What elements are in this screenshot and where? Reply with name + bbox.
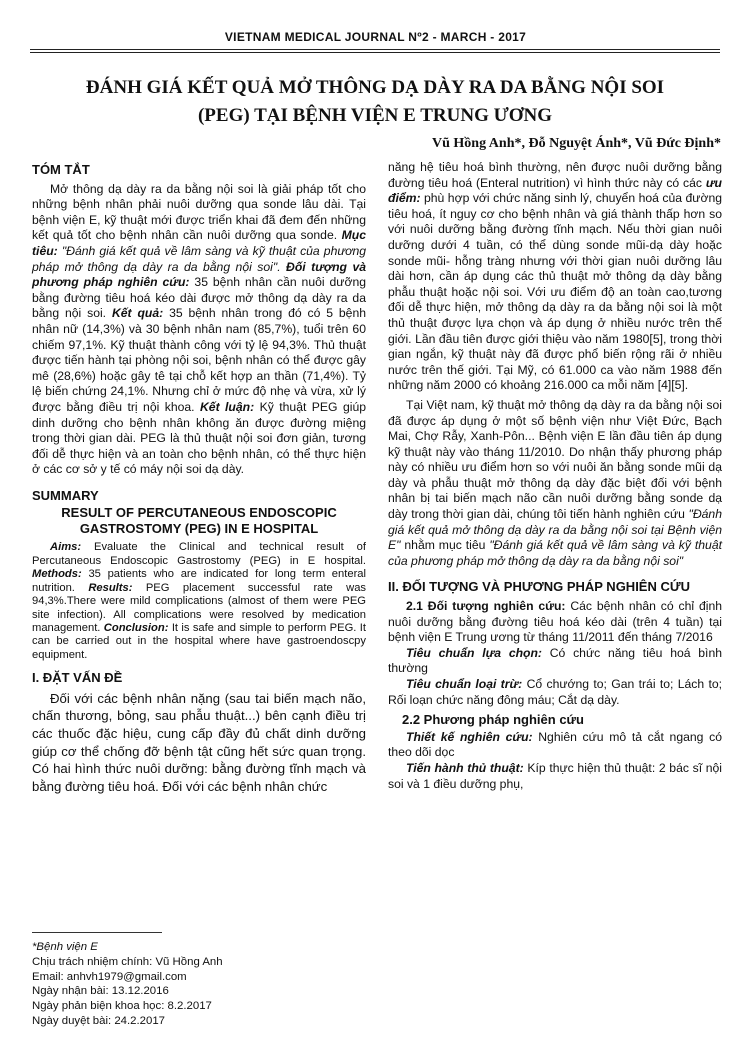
exclusion-text: Cổ chướng to; Gan trái to; Lách to; Rối loạn chức năng đông máu; Cắt dạ dày. [388, 677, 723, 707]
right-column [388, 160, 722, 792]
conclusion-label: Kết luận: [199, 399, 255, 414]
abstract-vi-heading: TÓM TẮT [32, 162, 90, 177]
procedure [388, 761, 722, 792]
procedure-text: Kíp thực hiện thủ thuật: 2 bác sĩ nội soi và 1 điều dưỡng phụ, [388, 760, 723, 791]
results-text: 35 bệnh nhân trong đó có 5 bệnh nhân nữ (14,3%) và 30 bệnh nhân nam (85,7%), tuổi trên 60 chiếm 97,1%. Kỹ thuật thành công với tỷ lệ 94,3%. Thủ thuật được tiến hành tại phòng nội soi, bệnh nhân có thể được gây mê (28,6%) hoặc gây tê tại chỗ kết hợp an thần (71,4%). Tỷ lệ biến chứng 24,1%. Nhưng chỉ ở mức độ nhẹ và vừa, xử lý được bằng điều trị nội khoa. [32, 306, 366, 414]
objective-label: Mục tiêu: [32, 228, 366, 258]
footnote-affiliation: *Bệnh viện E [32, 941, 98, 953]
advantages-label: ưu điểm: [388, 175, 722, 206]
section-1-paragraph-1a: Đối với các bệnh nhân nặng (sau tai biến mạch não, chấn thương, bỏng, sau phẫu thuật...) bên cạnh điều trị các thuốc đặc hiệu, cung cấp đầy đủ chất dinh dưỡng giúp cơ thể chống đỡ bệnh tật cũng hết sức quan trọng. Có hai hình thức nuôi dưỡng: bằng đường tĩnh mạch và bằng đường tiêu hoá. Đối với các bệnh nhân chức [32, 690, 366, 794]
journal-running-head: VIETNAM MEDICAL JOURNAL Nº2 - MARCH - 2017 [224, 30, 527, 44]
summary-title: RESULT OF PERCUTANEOUS ENDOSCOPIC GASTROSTOMY (PEG) IN E HOSPITAL [61, 505, 337, 537]
en-conclusion-text: It is safe and simple to perform PEG. It can be carried out in the hospital where have gastroendoscpy equipment. [32, 621, 367, 661]
summary-text [32, 541, 366, 662]
exclusion-criteria [388, 677, 722, 708]
objective-text: "Đánh giá kết quả về lâm sàng và kỹ thuật của phương pháp mở thông dạ dày ra da bằng nội soi". [32, 243, 366, 274]
subsection-2-2-heading: 2.2 Phương pháp nghiên cứu [402, 712, 584, 728]
footnote-received: Ngày nhận bài: 13.12.2016 [32, 985, 169, 998]
section-1-paragraph-2 [388, 398, 722, 570]
para-2-mid: nhằm mục tiêu [404, 538, 486, 553]
header-rule-bottom [30, 52, 720, 53]
aims-label: Aims: [50, 541, 82, 554]
study-design [388, 730, 722, 761]
inclusion-criteria [388, 646, 722, 677]
section-2-1 [388, 599, 722, 646]
design-label: Thiết kế nghiên cứu: [406, 729, 533, 744]
summary-heading: SUMMARY [32, 487, 99, 503]
footnote-reviewed: Ngày phản biện khoa học: 8.2.2017 [32, 1000, 212, 1013]
en-conclusion-label: Conclusion: [103, 621, 169, 634]
subsection-2-1-label: 2.1 Đối tượng nghiên cứu: [406, 599, 566, 614]
conclusion-text: Kỹ thuật PEG giúp dinh dưỡng cho bệnh nhân không ăn được đường miệng trong thời gian dài. PEG là thủ thuật nội soi đơn giản, tương đối dễ thực hiện và an toàn cho bệnh nhân, có thể thực hiện ở các cơ sở y tế có máy nội soi dạ dày. [32, 399, 367, 477]
subsection-2-1-text: Các bệnh nhân có chỉ định nuôi dưỡng bằng đường tiêu hoá kéo dài (trên 4 tuần) tại bệnh viện E Trung ương từ tháng 11/2011 đến tháng 7/2016 [388, 599, 723, 645]
abstract-intro: Mở thông dạ dày ra da bằng nội soi là giải pháp tốt cho những bệnh nhân phải nuôi dưỡng qua sonde lâu dài. Tại bệnh viện E, kỹ thuật mới được triển khai đã đem đến những kết quả tốt cho bệnh nhân cần nuôi dưỡng qua sonde. [32, 181, 366, 243]
en-results-label: Results: [88, 581, 133, 594]
en-methods-text: 35 patients who are indicated for long term enteral nutrition. [32, 568, 367, 594]
section-1-heading: I. ĐẶT VẤN ĐỀ [32, 670, 123, 686]
para-1b-pre: năng hệ tiêu hoá bình thường, nên được nuôi dưỡng bằng đường tiêu hoá (Enteral nutrition) vì hình thức này có các [388, 160, 722, 190]
title-line-1: ĐÁNH GIÁ KẾT QUẢ MỞ THÔNG DẠ DÀY RA DA BẰNG NỘI SOI [85, 77, 665, 98]
section-2-heading: II. ĐỐI TƯỢNG VÀ PHƯƠNG PHÁP NGHIÊN CỨU [388, 579, 691, 595]
section-1-paragraph-1b [388, 160, 722, 394]
title-line-2: (PEG) TẠI BỆNH VIỆN E TRUNG ƯƠNG [197, 105, 552, 126]
study-title-quote: "Đánh giá kết quả mở thông dạ dày ra da bằng nội soi tại Bệnh viện E" [388, 507, 722, 553]
para-2-pre: Tại Việt nam, kỹ thuật mở thông dạ dày ra da bằng nội soi đã được áp dụng ở một số bệnh viện như Việt Đức, Bạch Mai, Chợ Rẫy, Xanh-Pôn... Bệnh viện E lần đầu tiên áp dụng kỹ thuật này vào tháng 11/2010. Do nhận thấy phương pháp này có nhiều ưu điểm hơn so với nuôi ăn bằng sonde mũi dạ dày và phẫu thuật mở thông dạ dày đặc biệt đối với bệnh nhân bị tai biến mạch não cần nuôi dưỡng bằng sonde dạ dày trong thời gian dài, chúng tôi tiến hành nghiên cứu [388, 397, 722, 522]
study-aim-quote: "Đánh giá kết quả về lâm sàng và kỹ thuật của phương pháp mở thông dạ dày ra da bằng nội soi" [388, 538, 722, 568]
en-results-text: PEG placement successful rate was 94,3%.There were mild complications (almost of them were PEG site infection). All complications were resolved by medication management. [32, 581, 367, 634]
inclusion-text: Có chức năng tiêu hoá bình thường [388, 645, 722, 676]
left-column [32, 162, 366, 795]
en-methods-label: Methods: [32, 568, 82, 581]
exclusion-label: Tiêu chuẩn loại trừ: [406, 677, 523, 691]
footnote-rule [32, 932, 162, 933]
footnote-accepted: Ngày duyệt bài: 24.2.2017 [32, 1014, 165, 1027]
footnotes [32, 940, 366, 1029]
para-1b-post: phù hợp với chức năng sinh lý, chuyển hoá của đường tiêu hoá, ít nguy cơ cho bệnh nhân và giá thành thấp hơn so với nuôi dưỡng bằng đường tĩnh mạch. Nếu thời gian nuôi dưỡng dưới 4 tuần, có thể dùng sonde mũi-dạ dày hoặc sonde mũi- hỗng tràng nhưng với thời gian nuôi dưỡng lâu dài hơn, cần áp dụng các thủ thuật mở thông dạ dày bằng phẫu thuật hoặc nội soi. Với ưu điểm độ an toàn cao,tương đối dễ thực hiện, mở thông dạ dày ra da bằng nội soi là một thủ thuật được lựa chọn và áp dụng ở nhiều nước trên thế giới. Lần đầu tiên được giới thiệu vào năm 1980[5], trong thời gian ngắn, kỹ thuật này đã được phổ biến rộng rãi ở nhiều nước trên thế giới. Tại Mỹ, có 61.000 ca vào năm 1988 đến những năm 2000 có khoảng 216.000 ca mỗi năm [4][5]. [388, 191, 722, 393]
design-text: Nghiên cứu mô tả cắt ngang có theo dõi dọc [388, 729, 722, 760]
inclusion-label: Tiêu chuẩn lựa chọn: [406, 645, 542, 660]
methods-text: 35 bệnh nhân cần nuôi dưỡng bằng đường tiêu hoá kéo dài được mở thông dạ dày ra da bằng nội soi. [32, 275, 367, 321]
footnote-email: Email: anhvh1979@gmail.com [32, 970, 187, 983]
aims-text: Evaluate the Clinical and technical result of Percutaneous Endoscopic Gastrostomy (PEG) in E hospital. [32, 541, 367, 567]
results-label: Kết quả: [111, 306, 164, 321]
header-rule-top [30, 49, 720, 50]
author-list: Vũ Hồng Anh*, Đỗ Nguyệt Ánh*, Vũ Đức Định* [432, 136, 721, 151]
footnote-responsible: Chịu trách nhiệm chính: Vũ Hồng Anh [32, 955, 223, 968]
procedure-label: Tiến hành thủ thuật: [406, 760, 524, 775]
article-title [30, 74, 720, 130]
abstract-vi-text [32, 182, 366, 478]
methods-label: Đối tượng và phương pháp nghiên cứu: [32, 259, 366, 290]
